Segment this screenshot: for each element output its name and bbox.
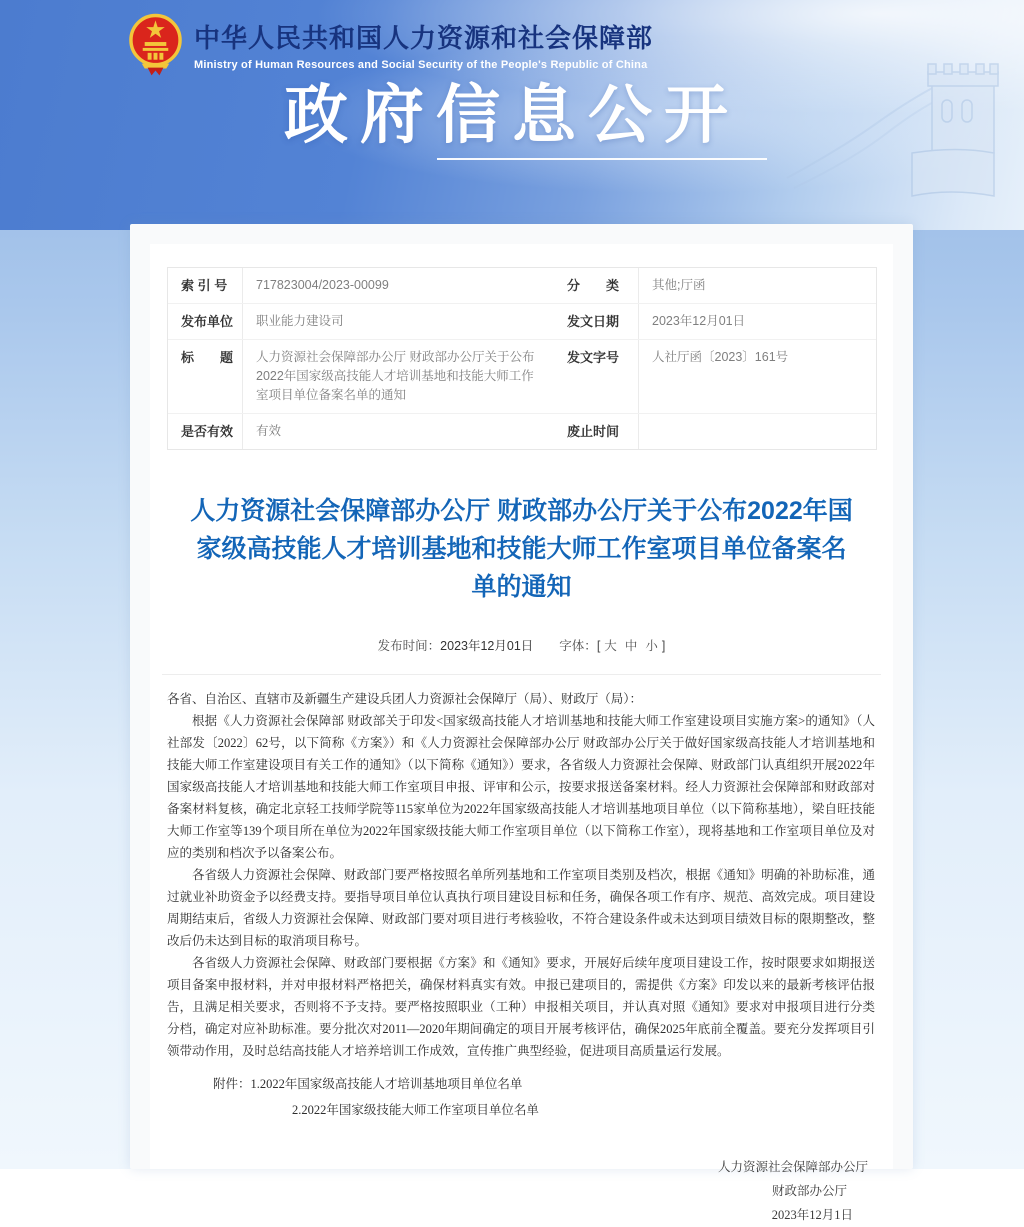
- meta-row: [168, 339, 876, 413]
- publish-time-label: 发布时间：: [377, 639, 441, 653]
- signature-line-date: 2023年12月1日: [771, 1208, 853, 1222]
- meta-value-repeal-date: [638, 414, 876, 449]
- ministry-name-block: [194, 18, 653, 71]
- meta-value-index-number: 717823004/2023-00099: [242, 268, 554, 303]
- meta-value-doc-number: 人社厅函〔2023〕161号: [638, 340, 876, 413]
- page-title: 政府信息公开: [284, 79, 740, 151]
- content-card: [130, 224, 913, 1222]
- attachment-link-2[interactable]: 2.2022年国家级技能大师工作室项目单位名单: [292, 1103, 539, 1117]
- publish-time-value: 2023年12月01日: [440, 639, 534, 653]
- header-divider: [162, 674, 881, 675]
- meta-value-validity: 有效: [242, 414, 554, 449]
- signature-line-dept-2: 财政部办公厅: [771, 1184, 847, 1198]
- site-banner: [0, 0, 1024, 230]
- publish-info-line: [150, 636, 893, 654]
- font-size-label: 字体：: [559, 639, 597, 653]
- meta-row: [168, 303, 876, 339]
- font-size-large-link[interactable]: 大: [604, 639, 617, 653]
- attachment-link-1[interactable]: 附件：1.2022年国家级高技能人才培训基地项目单位名单: [213, 1077, 523, 1091]
- meta-label-title: 标 题: [181, 350, 234, 365]
- meta-label-validity: 是否有效: [181, 424, 234, 439]
- meta-label-issuing-unit: 发布单位: [181, 314, 234, 329]
- body-paragraph: 各省级人力资源社会保障、财政部门要根据《方案》和《通知》要求，开展好后续年度项目建设工作，按时限要求如期报送项目备案申报材料，并对申报材料严格把关，确保材料真实有效。申报已建项目的，需提供《方案》印发以来的最新考核评估报告，且满足相关要求，否则将不予支持。要严格按照职业（工种）申报相关项目，并认真对照《通知》要求对申报项目进行分类分档，确定对应补助标准。要分批次对2011—2020年期间确定的项目开展考核评估，确保2025年底前全覆盖。要充分发挥项目引领带动作用，及时总结高技能人才培养培训工作成效，宣传推广典型经验，促进项目高质量运行发展。: [167, 956, 875, 1058]
- meta-value-issuing-unit: 职业能力建设司: [242, 304, 554, 339]
- meta-label-category: 分 类: [567, 278, 620, 293]
- content-card-inner: [150, 244, 893, 1222]
- document-meta-table: [167, 267, 877, 450]
- meta-value-title: 人力资源社会保障部办公厅 财政部办公厅关于公布2022年国家级高技能人才培训基地和技能大师工作室项目单位备案名单的通知: [242, 340, 554, 413]
- signature-block: [150, 1155, 893, 1227]
- document-body: [167, 688, 875, 1062]
- attachments-block: [150, 1071, 893, 1123]
- title-underline: [437, 158, 767, 160]
- document-title: 人力资源社会保障部办公厅 财政部办公厅关于公布2022年国家级高技能人才培训基地和技能大师工作室项目单位备案名单的通知: [190, 497, 853, 601]
- body-paragraph: 各省级人力资源社会保障、财政部门要严格按照名单所列基地和工作室项目类别及档次，根据《通知》明确的补助标准，通过就业补助资金予以经费支持。要指导项目单位认真执行项目建设目标和任务，确保各项工作有序、规范、高效完成。项目建设周期结束后，省级人力资源社会保障、财政部门要对项目进行考核验收，不符合建设条件或未达到项目绩效目标的限期整改，整改后仍未达到目标的取消项目称号。: [167, 868, 875, 948]
- meta-row: [168, 413, 876, 449]
- meta-label-doc-number: 发文字号: [567, 350, 620, 365]
- signature-line-dept-1: 人力资源社会保障部办公厅: [717, 1160, 868, 1174]
- ministry-name-en: Ministry of Human Resources and Social Security of the People's Republic of China: [194, 58, 648, 71]
- meta-label-index-number: 索 引 号: [181, 278, 228, 293]
- meta-label-issue-date: 发文日期: [567, 314, 620, 329]
- font-size-bracket-close: ]: [661, 639, 666, 653]
- salutation: 各省、自治区、直辖市及新疆生产建设兵团人力资源社会保障厅（局）、财政厅（局）：: [167, 692, 643, 706]
- font-size-medium-link[interactable]: 中: [624, 639, 638, 653]
- meta-label-repeal-date: 废止时间: [567, 424, 620, 439]
- meta-value-category: 其他;厅函: [638, 268, 876, 303]
- font-size-small-link[interactable]: 小: [645, 639, 658, 653]
- meta-value-issue-date: 2023年12月01日: [638, 304, 876, 339]
- ministry-name-cn: 中华人民共和国人力资源和社会保障部: [194, 22, 654, 53]
- body-paragraph: 根据《人力资源社会保障部 财政部关于印发<国家级高技能人才培训基地和技能大师工作室建设项目实施方案>的通知》（人社部发〔2022〕62号，以下简称《方案》）和《人力资源社会保障部办公厅 财政部办公厅关于做好国家级高技能人才培训基地和技能大师工作室建设项目有关工作的通知》（以下简称《通知》）要求，各省级人力资源社会保障、财政部门认真组织开展2022年国家级高技能人才培训基地和技能大师工作室项目申报、评审和公示，按要求报送备案材料。经人力资源社会保障部和财政部对备案材料复核，确定北京轻工技师学院等115家单位为2022年国家级高技能人才培训基地项目单位（以下简称基地），梁自旺技能大师工作室等139个项目所在单位为2022年国家级技能大师工作室项目单位（以下简称工作室），现将基地和工作室项目单位及对应的类别和档次予以备案公布。: [167, 714, 875, 860]
- font-size-bracket-open: [: [596, 639, 601, 653]
- meta-row: [168, 268, 876, 303]
